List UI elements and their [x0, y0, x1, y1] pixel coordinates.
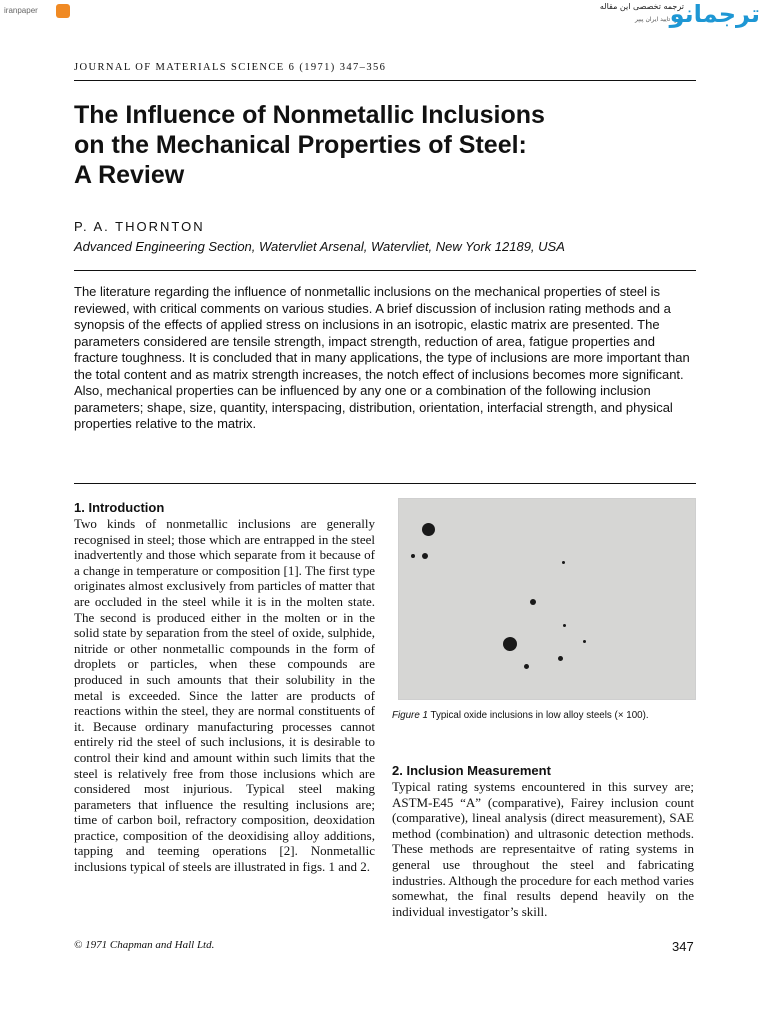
inclusion-particle — [563, 624, 566, 627]
figure-caption-text: Typical oxide inclusions in low alloy steels (× 100). — [430, 710, 649, 721]
journal-header: JOURNAL OF MATERIALS SCIENCE 6 (1971) 347–356 — [74, 62, 387, 73]
abstract-top-rule — [74, 270, 696, 271]
inclusion-particle — [558, 656, 563, 661]
inclusion-particle — [411, 554, 415, 558]
watermark-line1: ترجمه تخصصی این مقاله — [599, 2, 684, 11]
iranpaper-badge-icon — [56, 4, 70, 18]
watermark-line2: مورد تایید ایران پیپر — [634, 16, 684, 23]
inclusion-particle — [503, 637, 517, 651]
figure-1-micrograph — [398, 498, 696, 700]
inclusion-particle — [530, 599, 536, 605]
abstract: The literature regarding the influence of nonmetallic inclusions on the mechanical properties of steel is reviewed, with critical comments on various studies. A brief discussion of inclusion rating methods and a synopsis of the effects of applied stress on inclusions in an isotropic, elastic matrix are presented. The parameters considered are tensile strength, impact strength, reduction of area, fatigue properties and fracture toughness. It is concluded that in many applications, the type of inclusions are more important than the total content and as matrix strength increases, the notch effect of inclusions becomes more significant. Also, mechanical properties can be influenced by any one or a combination of the following inclusion parameters; shape, size, quantity, interspacing, distribution, orientation, interfacial strength, and physical properties relative to the matrix. — [74, 284, 690, 431]
section-introduction — [74, 500, 375, 875]
iranpaper-logo-text: iranpaper — [4, 6, 38, 15]
section-heading: 2. Inclusion Measurement — [392, 763, 551, 778]
header-rule — [74, 80, 696, 81]
page-number: 347 — [672, 939, 694, 954]
author-affiliation: Advanced Engineering Section, Watervliet Arsenal, Watervliet, New York 12189, USA — [74, 239, 565, 254]
inclusion-particle — [583, 640, 586, 643]
section-inclusion-measurement — [392, 763, 694, 919]
tarjomano-logo — [600, 0, 760, 34]
section-body: Typical rating systems encountered in this survey are; ASTM-E45 “A” (comparative), Fairey inclusion count (comparative), lineal analysis (direct measurement), SAE method (combination) and ultrasonic detection methods. These methods are representaitve of rating systems in general use throughout the steel and fabricating industries. Although the procedure for each method varies somewhat, the final results depend heavily on the individual investigator’s skill. — [392, 779, 694, 919]
title-line: The Influence of Nonmetallic Inclusions — [74, 101, 545, 129]
abstract-bottom-rule — [74, 483, 696, 484]
inclusion-particle — [562, 561, 565, 564]
title-line: A Review — [74, 161, 185, 189]
figure-1-caption — [392, 709, 694, 722]
copyright-notice: © 1971 Chapman and Hall Ltd. — [74, 939, 215, 951]
section-heading: 1. Introduction — [74, 500, 165, 515]
inclusion-particle — [524, 664, 529, 669]
section-body: Two kinds of nonmetallic inclusions are generally recognised in steel; those which are entrapped in the steel inadvertently and those which separate from it because of a change in temperature or composition [1]. The first type originates almost exclusively from particles of matter that are occluded in the steel while it is in the molten state. The second is produced either in the molten or in the solid state by separation from the steel of oxide, sulphide, nitride or other nonmetallic compounds in the form of droplets or particles, when these compounds are produced in such amounts that their solubility in the metal is exceeded. Since the latter are products of reactions within the steel, they are normal constituents of it. Because ordinary manufacturing processes cannot entirely rid the steel of such inclusions, it is desirable to control their kind and amount within such limits that the steel is relatively free from those inclusions which are considered most injurious. Typical steel making parameters that influence the resulting inclusions are; time of carbon boil, refractory composition, deoxidation practice, composition of the deoxidising alloy additions, tapping and teeming operations [2]. Nonmetallic inclusions typical of steels are illustrated in figs. 1 and 2. — [74, 516, 375, 875]
paper-title — [74, 100, 694, 190]
iranpaper-logo — [0, 2, 80, 22]
author-name: P. A. THORNTON — [74, 219, 205, 234]
tarjomano-mark: ترجمانو — [669, 0, 760, 28]
inclusion-particle — [422, 523, 435, 536]
inclusion-particle — [422, 553, 428, 559]
figure-label: Figure 1 — [392, 710, 428, 721]
title-line: on the Mechanical Properties of Steel: — [74, 131, 527, 159]
